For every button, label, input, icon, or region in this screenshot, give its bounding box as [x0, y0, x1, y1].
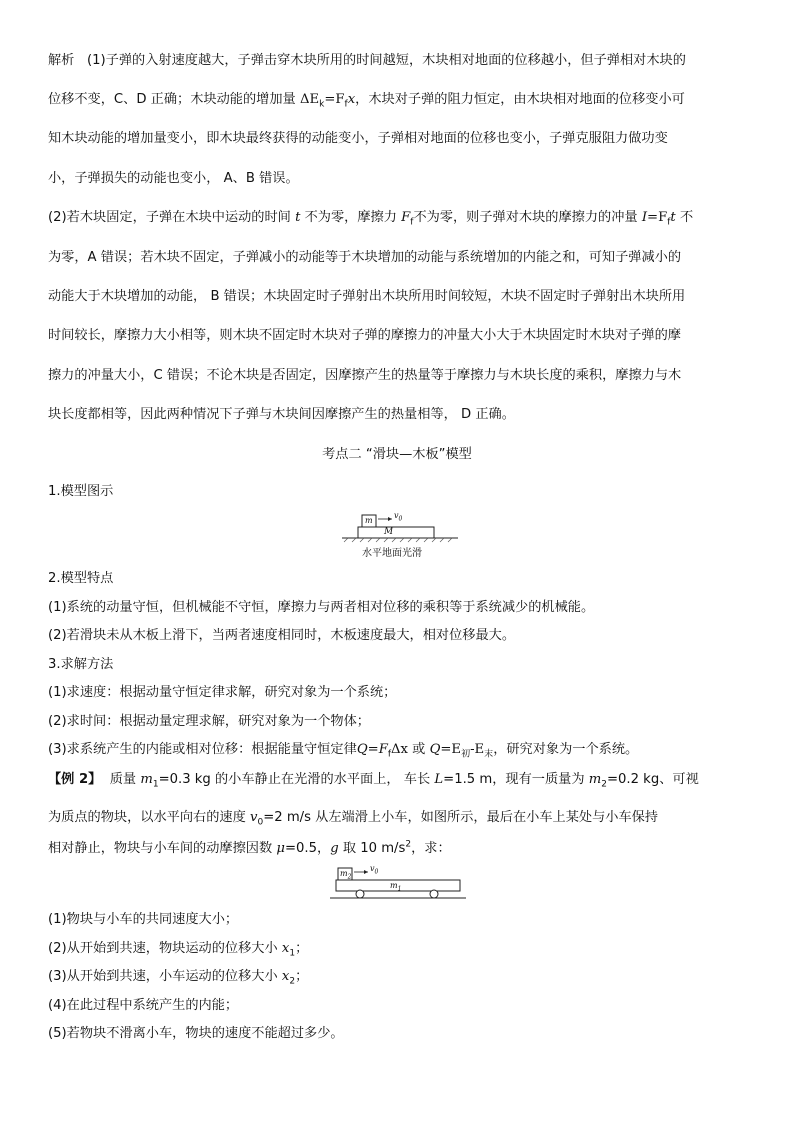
math-sub: k [319, 99, 325, 110]
question-1: (1)物块与小车的共同速度大小； [48, 912, 239, 927]
math-var: x [347, 92, 356, 107]
math-eq: =F [647, 210, 668, 225]
ground-hatch [344, 538, 452, 542]
analysis-text: 时间较长，摩擦力大小相等，则木块不固定时木块对子弹的摩擦力的冲量大小大于木块固定时木块对子弹的摩 [48, 328, 681, 343]
example-line-2: 为质点的物块，以水平向右的速度 $v_0=2$ m/s 从左端滑上小车，如图所示，最后在小车上某处与小车保持 [48, 810, 659, 828]
analysis-label: 解析 [48, 53, 75, 68]
math-var: I [641, 210, 648, 225]
example-line-3: 相对静止，物块与小车间的动摩擦因数 μ=0.5，g 取 10 $m/s^2$，求： [48, 839, 451, 856]
math-var: F [401, 210, 411, 225]
analysis-text: 不为零，摩擦力 [304, 210, 397, 225]
board-rect [358, 527, 434, 538]
analysis-text: 块长度都相等，因此两种情况下子弹与木块间因摩擦产生的热量相等， D 正确。 [48, 407, 515, 422]
arrow-head [388, 517, 392, 521]
math-eq: =F [324, 92, 345, 107]
math-delta-ek: ΔE [299, 92, 320, 107]
question-4: (4)在此过程中系统产生的内能； [48, 998, 239, 1013]
block-label: m [365, 516, 373, 525]
analysis-text: (2)若木块固定，子弹在木块中运动的时间 [48, 210, 291, 225]
method-2: (2)求时间：根据动量定理求解，研究对象为一个物体； [48, 714, 370, 729]
math-sub: f [410, 217, 414, 228]
question-5: (5)若物块不滑离小车，物块的速度不能超过多少。 [48, 1026, 344, 1041]
velocity-label: $v_0$ [394, 511, 403, 523]
analysis-line-4 [48, 170, 299, 188]
math-var: t [670, 210, 676, 225]
analysis-line-8 [48, 327, 681, 345]
board-label: M [384, 527, 394, 537]
math-sub: f [667, 217, 671, 228]
analysis-line-1 [48, 52, 686, 70]
feature-2: (2)若滑块未从木板上滑下，当两者速度相同时，木板速度最大，相对位移最大。 [48, 628, 516, 643]
cart-wheel-left [356, 890, 364, 898]
analysis-text: 为零，A 错误；若木块不固定，子弹减小的动能等于木块增加的动能与系统增加的内能之和，可知子弹减小的 [48, 250, 682, 265]
heading-model-figure: 1.模型图示 [48, 484, 114, 499]
analysis-line-9 [48, 367, 681, 385]
analysis-line-5 [48, 209, 693, 227]
analysis-line-7 [48, 288, 685, 306]
heading-model-features: 2.模型特点 [48, 571, 114, 586]
analysis-text: 不为零，则子弹对木块的摩擦力的冲量 [413, 210, 638, 225]
analysis-line-10 [48, 406, 515, 424]
velocity-label: $v_0$ [370, 864, 379, 876]
analysis-text: 小，子弹损失的动能也变小， A、B 错误。 [48, 171, 299, 186]
math-sub: f [344, 99, 348, 110]
analysis-text: 位移不变，C、D 正确；木块动能的增加量 [48, 92, 296, 107]
analysis-line-3 [48, 130, 668, 148]
block-label: $m_2$ [340, 869, 352, 881]
figure-caption: 水平地面光滑 [362, 548, 422, 559]
analysis-text: 不 [679, 210, 694, 225]
question-3: (3)从开始到共速，小车运动的位移大小 $x_2$； [48, 969, 309, 987]
slider-board-figure [340, 508, 460, 560]
arrow-head [364, 870, 368, 874]
example-tag: 【例 2】 [48, 772, 102, 787]
feature-1: (1)系统的动量守恒，但机械能不守恒，摩擦力与两者相对位移的乘积等于系统减少的机械能。 [48, 600, 595, 615]
analysis-text: 动能大于木块增加的动能， B 错误；木块固定时子弹射出木块所用时间较短，木块不固定时子弹射出木块所用 [48, 289, 686, 304]
analysis-text: (1)子弹的入射速度越大，子弹击穿木块所用的时间越短，木块相对地面的位移越小，但子弹相对木块的 [86, 53, 686, 68]
method-3: (3)求系统产生的内能或相对位移：根据能量守恒定律$Q=F_f\Delta x$ 或 $Q=E_初-E_末$，研究对象为一个系统。 [48, 742, 639, 760]
analysis-text: 擦力的冲量大小，C 错误；不论木块是否固定，因摩擦产生的热量等于摩擦力与木块长度的乘积，摩擦力与木 [48, 368, 682, 383]
analysis-text: ，木块对子弹的阻力恒定，由木块相对地面的位移变小可 [355, 92, 685, 107]
example-line-1: 【例 2】 质量 $m_1=0.3$ kg 的小车静止在光滑的水平面上， 车长 L=1.5 m，现有一质量为 $m_2=0.2$ kg、可视 [48, 772, 699, 790]
analysis-line-2 [48, 91, 685, 109]
math-var: t [295, 210, 301, 225]
analysis-line-6 [48, 249, 681, 267]
analysis-text: 知木块动能的增加量变小，即木块最终获得的动能变小，子弹相对地面的位移也变小，子弹克服阻力做功变 [48, 131, 668, 146]
question-2: (2)从开始到共速，物块运动的位移大小 $x_1$； [48, 941, 309, 959]
heading-solution-method: 3.求解方法 [48, 657, 114, 672]
section-title: 考点二 “滑块—木板”模型 [322, 447, 472, 462]
cart-label: $m_1$ [390, 881, 402, 893]
cart-figure [330, 864, 466, 902]
method-1: (1)求速度：根据动量守恒定律求解，研究对象为一个系统； [48, 685, 397, 700]
cart-wheel-right [430, 890, 438, 898]
